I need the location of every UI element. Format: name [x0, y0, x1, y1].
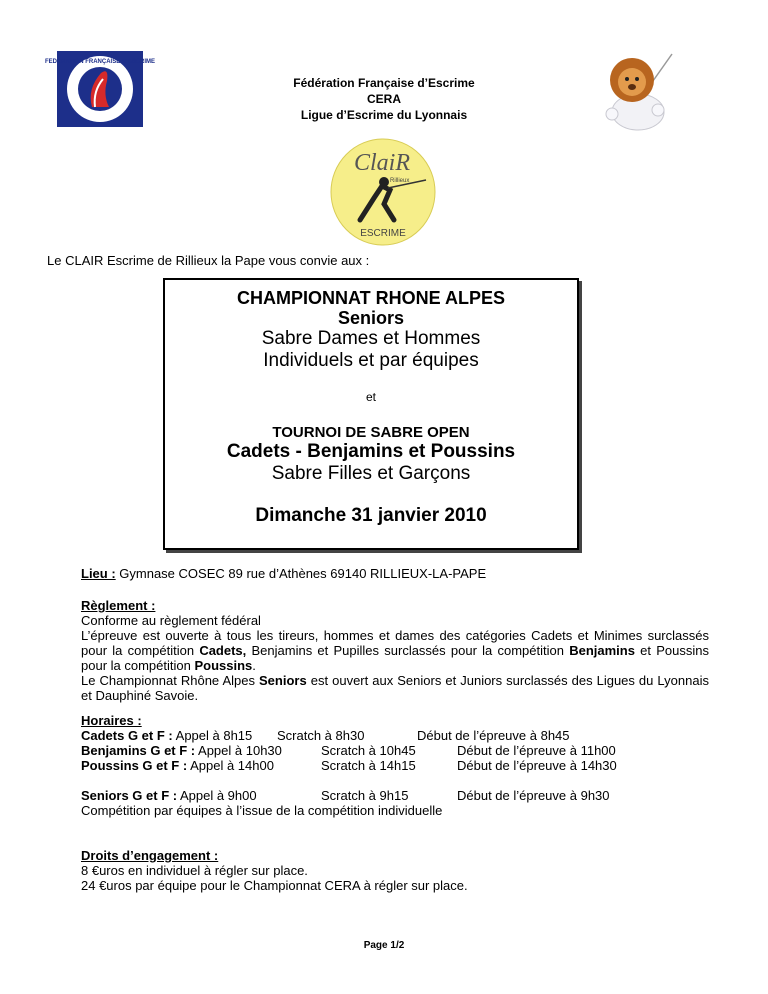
ffe-logo	[45, 51, 155, 127]
lieu-value: Gymnase COSEC 89 rue d’Athènes 69140 RILLIEUX-LA-PAPE	[115, 566, 487, 581]
event-box	[163, 278, 579, 550]
horaire-row: Benjamins G et F : Appel à 10h30 Scratch à 10h45 Début de l’épreuve à 11h00	[81, 743, 616, 758]
lieu-label: Lieu :	[81, 566, 116, 581]
horaires-note: Compétition par équipes à l’issue de la compétition individuelle	[81, 803, 443, 818]
event-date: Dimanche 31 janvier 2010	[255, 505, 487, 526]
reglement-seniors: Le Championnat Rhône Alpes Seniors est ouvert aux Seniors et Juniors surclassés des Ligues du Lyonnais et Dauphiné Savoie.	[81, 673, 709, 703]
championnat-weapon: Sabre Dames et Hommes	[261, 328, 481, 349]
header-ligue: Ligue d’Escrime du Lyonnais	[300, 108, 468, 122]
championnat-title: CHAMPIONNAT RHONE ALPES	[236, 288, 505, 308]
horaire-row: Cadets G et F : Appel à 8h15 Scratch à 8h30 Début de l’épreuve à 8h45	[81, 728, 570, 743]
horaire-row: Seniors G et F : Appel à 9h00 Scratch à 9h15 Début de l’épreuve à 9h30	[81, 788, 610, 803]
championnat-format: Individuels et par équipes	[263, 350, 479, 371]
lion-mascot-image	[598, 52, 676, 132]
clair-escrime-logo	[330, 138, 436, 246]
droits-individuel: 8 €uros en individuel à régler sur place.	[81, 863, 308, 878]
lieu-section	[81, 566, 486, 581]
droits-label: Droits d’engagement :	[81, 848, 219, 863]
droits-section	[81, 848, 468, 893]
tournoi-categories: Cadets - Benjamins et Poussins	[226, 441, 516, 462]
header-cera: CERA	[366, 92, 401, 106]
reglement-label: Règlement :	[81, 598, 156, 613]
clair-escrime-text: ESCRIME	[360, 228, 406, 239]
header-federation: Fédération Française d’Escrime	[293, 76, 475, 90]
ffe-logo-text: FEDERATION FRANÇAISE D'ESCRIME	[45, 59, 155, 65]
page-number: Page 1/2	[363, 940, 405, 951]
droits-equipe: 24 €uros par équipe pour le Championnat CERA à régler sur place.	[81, 878, 468, 893]
tournoi-title: TOURNOI DE SABRE OPEN	[272, 424, 470, 441]
reglement-paragraph: L’épreuve est ouverte à tous les tireurs, hommes et dames des catégories Cadets et Minimes surclassés pour la compétition Cadets, Benjamins et Pupilles surclassés pour la compétition Benjamins et Poussins pour la compétition Poussins.	[81, 628, 710, 673]
reglement-section	[81, 598, 709, 703]
and-text: et	[365, 390, 376, 404]
horaires-section	[81, 713, 617, 818]
header-organisations	[200, 75, 568, 123]
championnat-category: Seniors	[337, 308, 405, 328]
reglement-line1: Conforme au règlement fédéral	[81, 613, 261, 628]
clair-logo-subtext: Rillieux	[390, 178, 410, 184]
intro-text: Le CLAIR Escrime de Rillieux la Pape vous convie aux :	[47, 253, 370, 268]
horaire-row: Poussins G et F : Appel à 14h00 Scratch à 14h15 Début de l’épreuve à 14h30	[81, 758, 617, 773]
horaires-label: Horaires :	[81, 713, 142, 728]
clair-logo-text: ClaiR	[354, 150, 411, 176]
tournoi-weapon: Sabre Filles et Garçons	[271, 463, 471, 484]
